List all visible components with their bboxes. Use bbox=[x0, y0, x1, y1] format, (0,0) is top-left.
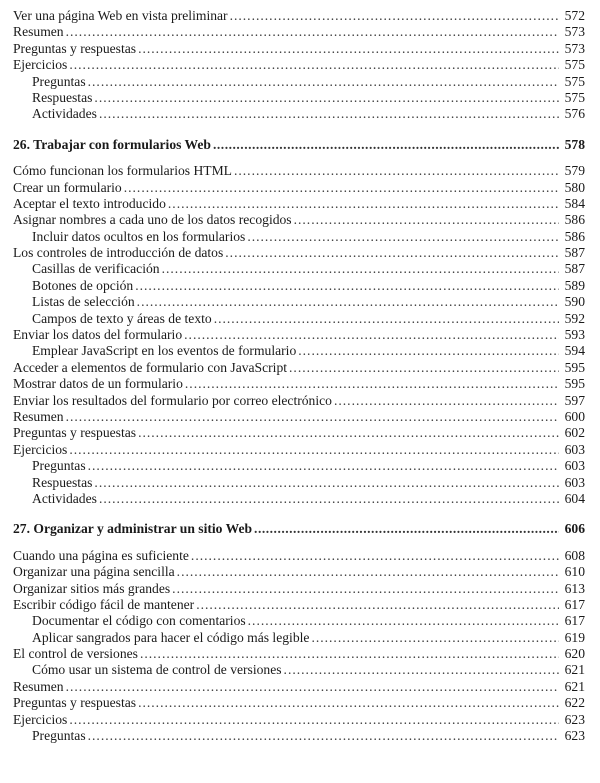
toc-entry-page-number: 600 bbox=[564, 408, 585, 424]
dot-leader bbox=[247, 229, 559, 245]
toc-subentry bbox=[13, 294, 585, 310]
dot-leader bbox=[289, 360, 559, 376]
toc-entry-title: Cómo funcionan los formularios HTML bbox=[13, 163, 232, 179]
toc-subentry bbox=[13, 458, 585, 474]
toc-subentry-page-number: 603 bbox=[564, 474, 585, 490]
toc-subentry-title: Actividades bbox=[32, 490, 97, 506]
dot-leader bbox=[230, 8, 559, 24]
toc-subentry-title: Preguntas bbox=[32, 728, 86, 744]
toc-entry-page-number: 613 bbox=[564, 580, 585, 596]
toc-subentry-title: Casillas de verificación bbox=[32, 261, 160, 277]
toc-entry bbox=[13, 564, 585, 580]
dot-leader bbox=[66, 24, 559, 40]
toc-subentry bbox=[13, 278, 585, 294]
toc-entry-title: Ejercicios bbox=[13, 711, 68, 727]
toc-subentry bbox=[13, 613, 585, 629]
table-of-contents bbox=[13, 8, 585, 744]
toc-subentry bbox=[13, 475, 585, 491]
toc-subentry-page-number: 592 bbox=[564, 310, 585, 326]
toc-entry-title: Preguntas y respuestas bbox=[13, 40, 137, 56]
toc-entry-page-number: 617 bbox=[564, 596, 585, 612]
dot-leader bbox=[191, 548, 559, 564]
dot-leader bbox=[298, 343, 559, 359]
toc-entry-title: Acceder a elementos de formulario con JavaScript bbox=[13, 359, 288, 375]
toc-entry-page-number: 595 bbox=[564, 376, 585, 392]
dot-leader bbox=[66, 679, 559, 695]
toc-subentry-title: Aplicar sangrados para hacer el código más legible bbox=[32, 629, 310, 645]
dot-leader bbox=[254, 521, 559, 537]
toc-entry-page-number: 580 bbox=[564, 179, 585, 195]
toc-subentry-title: Preguntas bbox=[32, 73, 86, 89]
chapter-heading-page-number: 606 bbox=[564, 521, 585, 537]
toc-entry-title: Resumen bbox=[13, 24, 64, 40]
chapter-heading-title: 26. Trabajar con formularios Web bbox=[13, 136, 211, 152]
toc-entry bbox=[13, 712, 585, 728]
toc-entry bbox=[13, 409, 585, 425]
toc-entry-page-number: 593 bbox=[564, 327, 585, 343]
dot-leader bbox=[99, 106, 559, 122]
toc-entry-page-number: 602 bbox=[564, 425, 585, 441]
dot-leader bbox=[225, 245, 559, 261]
toc-entry bbox=[13, 163, 585, 179]
toc-entry bbox=[13, 8, 585, 24]
dot-leader bbox=[138, 695, 559, 711]
toc-entry-title: Ver una página Web en vista preliminar bbox=[13, 8, 228, 23]
toc-entry-title: Enviar los resultados del formulario por correo electrónico bbox=[13, 392, 332, 408]
toc-subentry-page-number: 603 bbox=[564, 458, 585, 474]
dot-leader bbox=[135, 278, 559, 294]
toc-subentry bbox=[13, 491, 585, 507]
dot-leader bbox=[69, 442, 559, 458]
toc-entry bbox=[13, 548, 585, 564]
toc-subentry-title: Cómo usar un sistema de control de versiones bbox=[32, 662, 282, 678]
toc-subentry-page-number: 575 bbox=[564, 73, 585, 89]
toc-entry bbox=[13, 597, 585, 613]
toc-subentry-page-number: 604 bbox=[564, 490, 585, 506]
dot-leader bbox=[234, 163, 559, 179]
toc-subentry-page-number: 619 bbox=[564, 629, 585, 645]
dot-leader bbox=[213, 137, 559, 153]
toc-entry-page-number: 579 bbox=[564, 163, 585, 179]
toc-entry bbox=[13, 327, 585, 343]
toc-entry bbox=[13, 180, 585, 196]
toc-subentry-title: Actividades bbox=[32, 106, 97, 122]
dot-leader bbox=[138, 425, 559, 441]
toc-entry-page-number: 622 bbox=[564, 695, 585, 711]
chapter-heading-title: 27. Organizar y administrar un sitio Web bbox=[13, 521, 253, 537]
toc-entry-page-number: 573 bbox=[564, 24, 585, 40]
toc-subentry-title: Documentar el código con comentarios bbox=[32, 613, 246, 629]
toc-subentry bbox=[13, 343, 585, 359]
toc-entry-title: Mostrar datos de un formulario bbox=[13, 376, 183, 392]
toc-entry-title: Ejercicios bbox=[13, 441, 68, 457]
dot-leader bbox=[284, 662, 559, 678]
dot-leader bbox=[124, 180, 559, 196]
toc-subentry bbox=[13, 261, 585, 277]
dot-leader bbox=[214, 311, 559, 327]
toc-entry-title: Organizar sitios más grandes bbox=[13, 580, 171, 596]
dot-leader bbox=[196, 597, 559, 613]
toc-subentry-title: Botones de opción bbox=[32, 277, 134, 293]
toc-entry-page-number: 620 bbox=[564, 646, 585, 662]
toc-entry bbox=[13, 212, 585, 228]
toc-subentry-title: Emplear JavaScript en los eventos de formulario bbox=[32, 343, 297, 359]
chapter-heading bbox=[13, 521, 585, 537]
toc-subentry-page-number: 575 bbox=[564, 89, 585, 105]
toc-subentry-page-number: 617 bbox=[564, 613, 585, 629]
toc-subentry-title: Incluir datos ocultos en los formularios bbox=[32, 228, 246, 244]
toc-entry-title: Resumen bbox=[13, 678, 64, 694]
dot-leader bbox=[69, 712, 559, 728]
toc-entry bbox=[13, 695, 585, 711]
toc-entry bbox=[13, 646, 585, 662]
toc-subentry bbox=[13, 74, 585, 90]
toc-entry bbox=[13, 57, 585, 73]
dot-leader bbox=[94, 475, 559, 491]
toc-entry-title: Ejercicios bbox=[13, 57, 68, 73]
toc-entry bbox=[13, 581, 585, 597]
toc-entry-title: Asignar nombres a cada uno de los datos recogidos bbox=[13, 212, 292, 228]
dot-leader bbox=[88, 74, 559, 90]
toc-entry-page-number: 610 bbox=[564, 564, 585, 580]
toc-entry-page-number: 575 bbox=[564, 57, 585, 73]
toc-entry bbox=[13, 245, 585, 261]
toc-entry-title: Preguntas y respuestas bbox=[13, 695, 137, 711]
toc-entry bbox=[13, 442, 585, 458]
toc-subentry-title: Preguntas bbox=[32, 458, 86, 474]
toc-entry-page-number: 586 bbox=[564, 212, 585, 228]
toc-subentry-title: Respuestas bbox=[32, 474, 93, 490]
toc-entry-title: Resumen bbox=[13, 408, 64, 424]
toc-entry bbox=[13, 425, 585, 441]
toc-subentry-title: Campos de texto y áreas de texto bbox=[32, 310, 212, 326]
toc-subentry-page-number: 594 bbox=[564, 343, 585, 359]
toc-entry-page-number: 621 bbox=[564, 678, 585, 694]
toc-entry bbox=[13, 679, 585, 695]
toc-entry bbox=[13, 196, 585, 212]
toc-entry-page-number: 623 bbox=[564, 711, 585, 727]
toc-entry-page-number: 587 bbox=[564, 245, 585, 261]
toc-entry-title: Preguntas y respuestas bbox=[13, 425, 137, 441]
dot-leader bbox=[184, 327, 559, 343]
dot-leader bbox=[185, 376, 559, 392]
dot-leader bbox=[294, 212, 559, 228]
toc-subentry-title: Listas de selección bbox=[32, 294, 135, 310]
toc-entry-title: Aceptar el texto introducido bbox=[13, 195, 166, 211]
chapter-heading-page-number: 578 bbox=[564, 136, 585, 152]
toc-subentry-title: Respuestas bbox=[32, 89, 93, 105]
dot-leader bbox=[334, 393, 559, 409]
toc-entry-page-number: 595 bbox=[564, 359, 585, 375]
toc-entry-title: Organizar una página sencilla bbox=[13, 564, 175, 580]
toc-entry bbox=[13, 393, 585, 409]
dot-leader bbox=[140, 646, 559, 662]
toc-entry-page-number: 603 bbox=[564, 441, 585, 457]
toc-entry-page-number: 597 bbox=[564, 392, 585, 408]
dot-leader bbox=[88, 728, 559, 744]
dot-leader bbox=[311, 630, 559, 646]
dot-leader bbox=[99, 491, 559, 507]
toc-entry bbox=[13, 376, 585, 392]
toc-subentry-page-number: 623 bbox=[564, 728, 585, 744]
toc-subentry-page-number: 590 bbox=[564, 294, 585, 310]
dot-leader bbox=[172, 581, 559, 597]
toc-subentry bbox=[13, 728, 585, 744]
dot-leader bbox=[137, 294, 559, 310]
toc-subentry bbox=[13, 311, 585, 327]
toc-entry-title: Los controles de introducción de datos bbox=[13, 245, 224, 261]
dot-leader bbox=[138, 41, 559, 57]
dot-leader bbox=[69, 57, 559, 73]
toc-entry-page-number: 584 bbox=[564, 195, 585, 211]
toc-entry-title: El control de versiones bbox=[13, 646, 138, 662]
dot-leader bbox=[88, 458, 559, 474]
toc-subentry-page-number: 589 bbox=[564, 277, 585, 293]
dot-leader bbox=[177, 564, 559, 580]
toc-subentry bbox=[13, 662, 585, 678]
toc-entry-title: Cuando una página es suficiente bbox=[13, 547, 189, 563]
toc-subentry bbox=[13, 229, 585, 245]
toc-entry-page-number: 572 bbox=[564, 8, 585, 23]
toc-subentry bbox=[13, 630, 585, 646]
toc-entry bbox=[13, 360, 585, 376]
dot-leader bbox=[168, 196, 559, 212]
dot-leader bbox=[248, 613, 559, 629]
toc-subentry-page-number: 586 bbox=[564, 228, 585, 244]
toc-entry-title: Enviar los datos del formulario bbox=[13, 327, 183, 343]
toc-subentry bbox=[13, 90, 585, 106]
toc-subentry-page-number: 576 bbox=[564, 106, 585, 122]
toc-entry-page-number: 573 bbox=[564, 40, 585, 56]
dot-leader bbox=[66, 409, 559, 425]
toc-entry bbox=[13, 24, 585, 40]
toc-subentry-page-number: 587 bbox=[564, 261, 585, 277]
dot-leader bbox=[94, 90, 559, 106]
toc-entry-title: Escribir código fácil de mantener bbox=[13, 596, 195, 612]
toc-subentry bbox=[13, 106, 585, 122]
toc-subentry-page-number: 621 bbox=[564, 662, 585, 678]
dot-leader bbox=[162, 261, 559, 277]
toc-entry-page-number: 608 bbox=[564, 547, 585, 563]
toc-entry-title: Crear un formulario bbox=[13, 179, 122, 195]
chapter-heading bbox=[13, 137, 585, 153]
toc-entry bbox=[13, 41, 585, 57]
